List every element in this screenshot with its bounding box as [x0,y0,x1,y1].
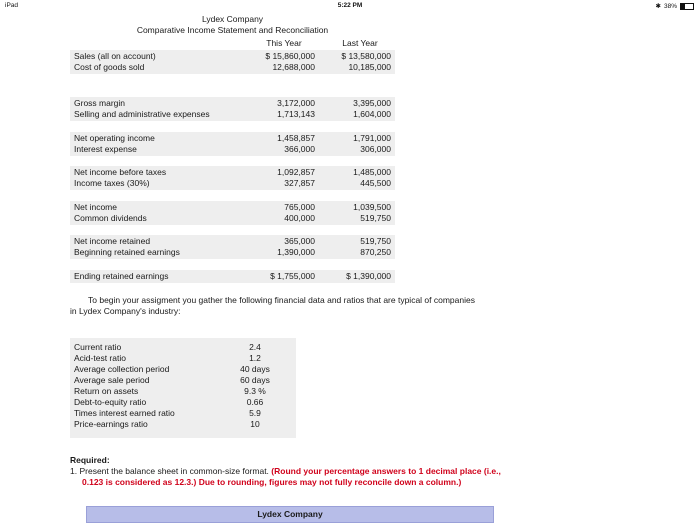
statement-group [70,50,395,74]
this-year-value: 1,390,000 [277,247,315,257]
ratio-value: 60 days [240,375,270,385]
statement-row [70,109,395,120]
row-label: Interest expense [74,144,137,154]
ratio-label: Current ratio [74,342,122,352]
ratio-label: Times interest earned ratio [74,408,175,418]
last-year-value: 1,791,000 [353,133,391,143]
this-year-value: 327,857 [284,178,315,188]
row-label: Common dividends [74,213,147,223]
row-label: Income taxes (30%) [74,178,150,188]
row-label: Beginning retained earnings [74,247,180,257]
last-year-value: $ 1,390,000 [346,271,391,281]
statement-row [70,98,395,109]
required-item-1 [70,466,520,488]
ratio-label: Debt-to-equity ratio [74,397,147,407]
last-year-value: 445,500 [360,178,391,188]
row-label: Sales (all on account) [74,51,156,61]
ratio-row [70,375,296,386]
statement-row [70,202,395,213]
this-year-value: $ 1,755,000 [270,271,315,281]
this-year-value: 1,713,143 [277,109,315,119]
row-label: Net operating income [74,133,155,143]
ratio-row [70,353,296,364]
statement-row [70,213,395,224]
statement-row [70,236,395,247]
industry-ratios-table [70,338,296,438]
last-year-value: 519,750 [360,213,391,223]
last-year-value: 306,000 [360,144,391,154]
this-year-value: 1,458,857 [277,133,315,143]
battery-percent: 38% [663,2,677,10]
bluetooth-icon: ✱ [655,3,661,10]
statement-group [70,235,395,259]
clock: 5:22 PM [337,2,363,9]
intro-line-2: in Lydex Company's industry: [70,306,181,316]
row-label: Net income before taxes [74,167,167,177]
ratio-label: Average sale period [74,375,150,385]
statement-row [70,167,395,178]
status-bar [0,0,700,12]
statement-group [70,166,395,190]
ratio-row [70,386,296,397]
ratio-value: 40 days [240,364,270,374]
this-year-value: 365,000 [284,236,315,246]
statement-row [70,271,395,282]
ratio-value: 1.2 [249,353,261,363]
ratio-row [70,408,296,419]
row-label: Net income [74,202,117,212]
row-label: Cost of goods sold [74,62,145,72]
statement-row [70,51,395,62]
company-name: Lydex Company [201,14,264,24]
required-section [70,455,520,488]
statement-group [70,270,395,283]
device-name: iPad [5,2,19,9]
item-note: (Round your percentage answers to 1 decimal place (i.e., 0.123 is considered as 12.3.) Due to rounding, figures may not fully reconcile down a column.) [82,466,501,487]
ratio-label: Return on assets [74,386,139,396]
ratio-value: 0.66 [246,397,264,407]
item-text: Present the balance sheet in common-size format. [79,466,269,476]
row-label: Gross margin [74,98,126,108]
last-year-value: 10,185,000 [348,62,391,72]
ratio-value: 9.3 % [244,386,266,396]
ratio-value: 2.4 [249,342,261,352]
this-year-value: $ 15,860,000 [265,51,315,61]
this-year-value: 3,172,000 [277,98,315,108]
col-this-year: This Year [266,38,302,48]
last-year-value: 1,485,000 [353,167,391,177]
income-statement [70,14,395,281]
statement-row [70,144,395,155]
ratio-label: Average collection period [74,364,170,374]
col-last-year: Last Year [342,38,378,48]
this-year-value: 366,000 [284,144,315,154]
this-year-value: 1,092,857 [277,167,315,177]
ratio-row [70,397,296,408]
battery-status [656,2,694,10]
answer-table-header: Lydex Company [86,506,494,523]
row-label: Selling and administrative expenses [74,109,210,119]
row-label: Ending retained earnings [74,271,169,281]
statement-row [70,62,395,73]
required-title: Required: [70,455,110,465]
battery-icon [680,3,694,10]
this-year-value: 12,688,000 [272,62,315,72]
statement-row [70,178,395,189]
ratio-value: 5.9 [249,408,261,418]
statement-row [70,133,395,144]
row-label: Net income retained [74,236,151,246]
last-year-value: 3,395,000 [353,98,391,108]
ratio-label: Acid-test ratio [74,353,126,363]
column-headers [70,38,395,49]
item-number: 1. [70,466,78,476]
statement-row [70,247,395,258]
ratio-row [70,419,296,430]
last-year-value: $ 13,580,000 [341,51,391,61]
statement-group [70,97,395,121]
this-year-value: 400,000 [284,213,315,223]
this-year-value: 765,000 [284,202,315,212]
statement-title: Comparative Income Statement and Reconciliation [136,25,329,35]
last-year-value: 1,039,500 [353,202,391,212]
intro-text [70,295,530,317]
last-year-value: 1,604,000 [353,109,391,119]
ratio-value: 10 [250,419,260,429]
ratio-row [70,364,296,375]
statement-group [70,132,395,156]
ratio-label: Price-earnings ratio [74,419,148,429]
intro-line-1: To begin your assigment you gather the following financial data and ratios that are typical of companies [88,295,475,305]
last-year-value: 519,750 [360,236,391,246]
last-year-value: 870,250 [360,247,391,257]
statement-group [70,201,395,225]
ratio-row [70,342,296,353]
